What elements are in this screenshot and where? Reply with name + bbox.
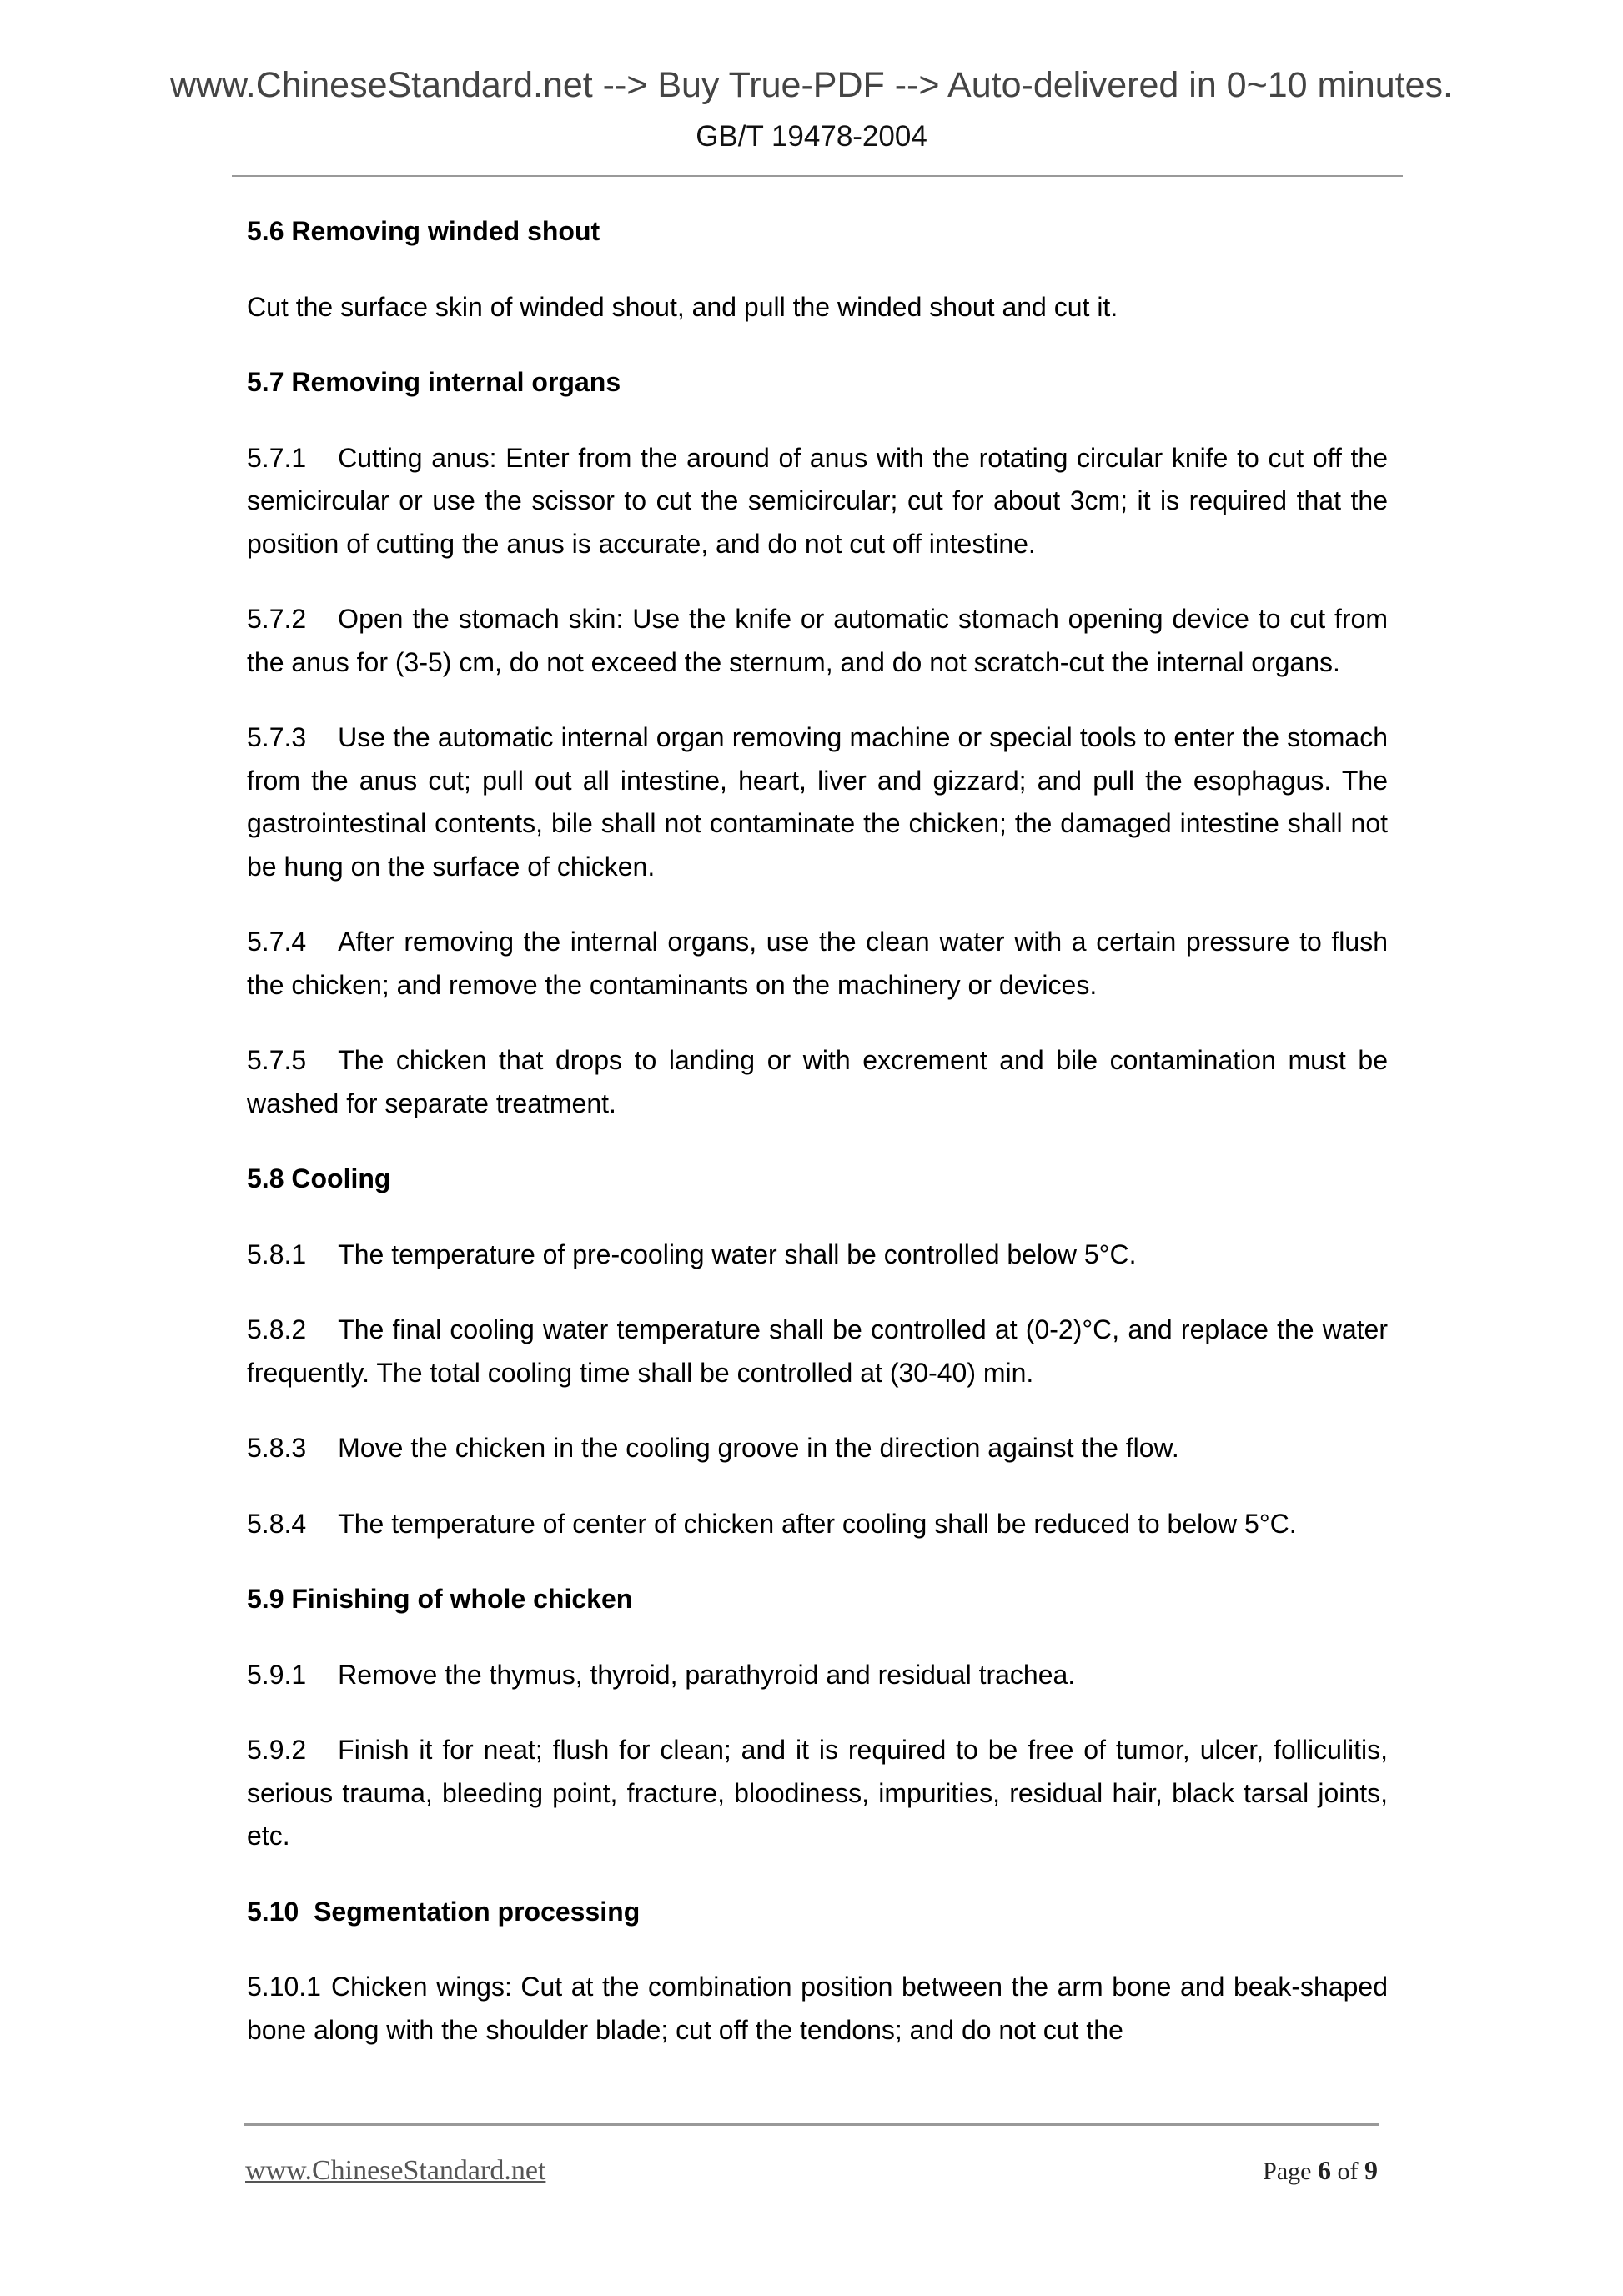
paragraph: Cut the surface skin of winded shout, and pull the winded shout and cut it. [247, 291, 1118, 322]
section-heading: 5.10 Segmentation processing [247, 1896, 641, 1927]
paragraph [247, 1309, 1388, 1394]
clause-number: 5.9.2 [247, 1735, 307, 1765]
header-banner: www.ChineseStandard.net --> Buy True-PDF --> Auto-delivered in 0~10 minutes. [169, 65, 1453, 105]
page-total: 9 [1364, 2155, 1378, 2185]
section-heading: 5.7 Removing internal organs [247, 367, 621, 397]
paragraph [247, 716, 1388, 888]
page-of: of [1337, 2158, 1359, 2185]
clause-number: 5.8.3 [247, 1433, 307, 1463]
clause-text: Move the chicken in the cooling groove in the direction against the flow. [338, 1433, 1179, 1463]
paragraph [247, 437, 1388, 566]
clause-text: Cutting anus: Enter from the around of anus with the rotating circular knife to cut off the semicircular or use the scissor to cut the semicircular; cut for about 3cm; it is required that the position of cutting the anus is accurate, and do not cut off intestine. [247, 442, 1388, 559]
clause-text: Finish it for neat; flush for clean; and it is required to be free of tumor, ulcer, folliculitis, serious trauma, bleeding point, fracture, bloodiness, impurities, residual hair, black tarsal joints, etc. [247, 1735, 1388, 1851]
page-indicator [1263, 2155, 1378, 2186]
paragraph [247, 1039, 1388, 1125]
footer-website-link[interactable]: www.ChineseStandard.net [245, 2155, 546, 2186]
section-heading: 5.6 Removing winded shout [247, 216, 600, 246]
section-heading: 5.9 Finishing of whole chicken [247, 1584, 633, 1614]
paragraph [247, 921, 1388, 1007]
clause-number: 5.10.1 [247, 1972, 321, 2002]
paragraph [247, 1233, 1388, 1277]
section-heading: 5.8 Cooling [247, 1163, 391, 1193]
clause-number: 5.7.3 [247, 722, 307, 752]
paragraph [247, 1966, 1388, 2052]
clause-text: Open the stomach skin: Use the knife or automatic stomach opening device to cut from the anus for (3-5) cm, do not exceed the sternum, and do not scratch-cut the internal organs. [247, 604, 1388, 677]
clause-text: The temperature of center of chicken after cooling shall be reduced to below 5°C. [338, 1508, 1297, 1539]
clause-number: 5.8.2 [247, 1314, 307, 1344]
footer-divider [244, 2123, 1379, 2126]
header-divider [232, 175, 1403, 177]
clause-text: Remove the thymus, thyroid, parathyroid and residual trachea. [338, 1659, 1076, 1690]
paragraph [247, 1503, 1388, 1546]
clause-number: 5.7.1 [247, 442, 307, 473]
clause-text: Chicken wings: Cut at the combination position between the arm bone and beak-shaped bone along with the shoulder blade; cut off the tendons; and do not cut the [247, 1972, 1388, 2045]
clause-number: 5.9.1 [247, 1659, 307, 1690]
clause-text: The temperature of pre-cooling water shall be controlled below 5°C. [338, 1238, 1137, 1269]
clause-text: After removing the internal organs, use the clean water with a certain pressure to flush the chicken; and remove the contaminants on the machinery or devices. [247, 927, 1388, 1000]
clause-text: The chicken that drops to landing or with excrement and bile contamination must be washed for separate treatment. [247, 1045, 1388, 1118]
clause-number: 5.7.4 [247, 927, 307, 957]
clause-number: 5.8.1 [247, 1238, 307, 1269]
clause-number: 5.8.4 [247, 1508, 307, 1539]
page-current: 6 [1318, 2155, 1331, 2185]
clause-number: 5.7.5 [247, 1045, 307, 1075]
paragraph [247, 598, 1388, 684]
document-body [247, 210, 1388, 2084]
paragraph [247, 1427, 1388, 1470]
paragraph [247, 1654, 1388, 1697]
paragraph [247, 1729, 1388, 1858]
clause-number: 5.7.2 [247, 604, 307, 634]
clause-text: The final cooling water temperature shall be controlled at (0-2)°C, and replace the water frequently. The total cooling time shall be controlled at (30-40) min. [247, 1314, 1388, 1388]
page-prefix: Page [1263, 2158, 1312, 2185]
standard-number: GB/T 19478-2004 [696, 120, 927, 153]
clause-text: Use the automatic internal organ removing machine or special tools to enter the stomach from the anus cut; pull out all intestine, heart, liver and gizzard; and pull the esophagus. The gastrointestinal contents, bile shall not contaminate the chicken; the damaged intestine shall not be hung on the surface of chicken. [247, 722, 1388, 882]
